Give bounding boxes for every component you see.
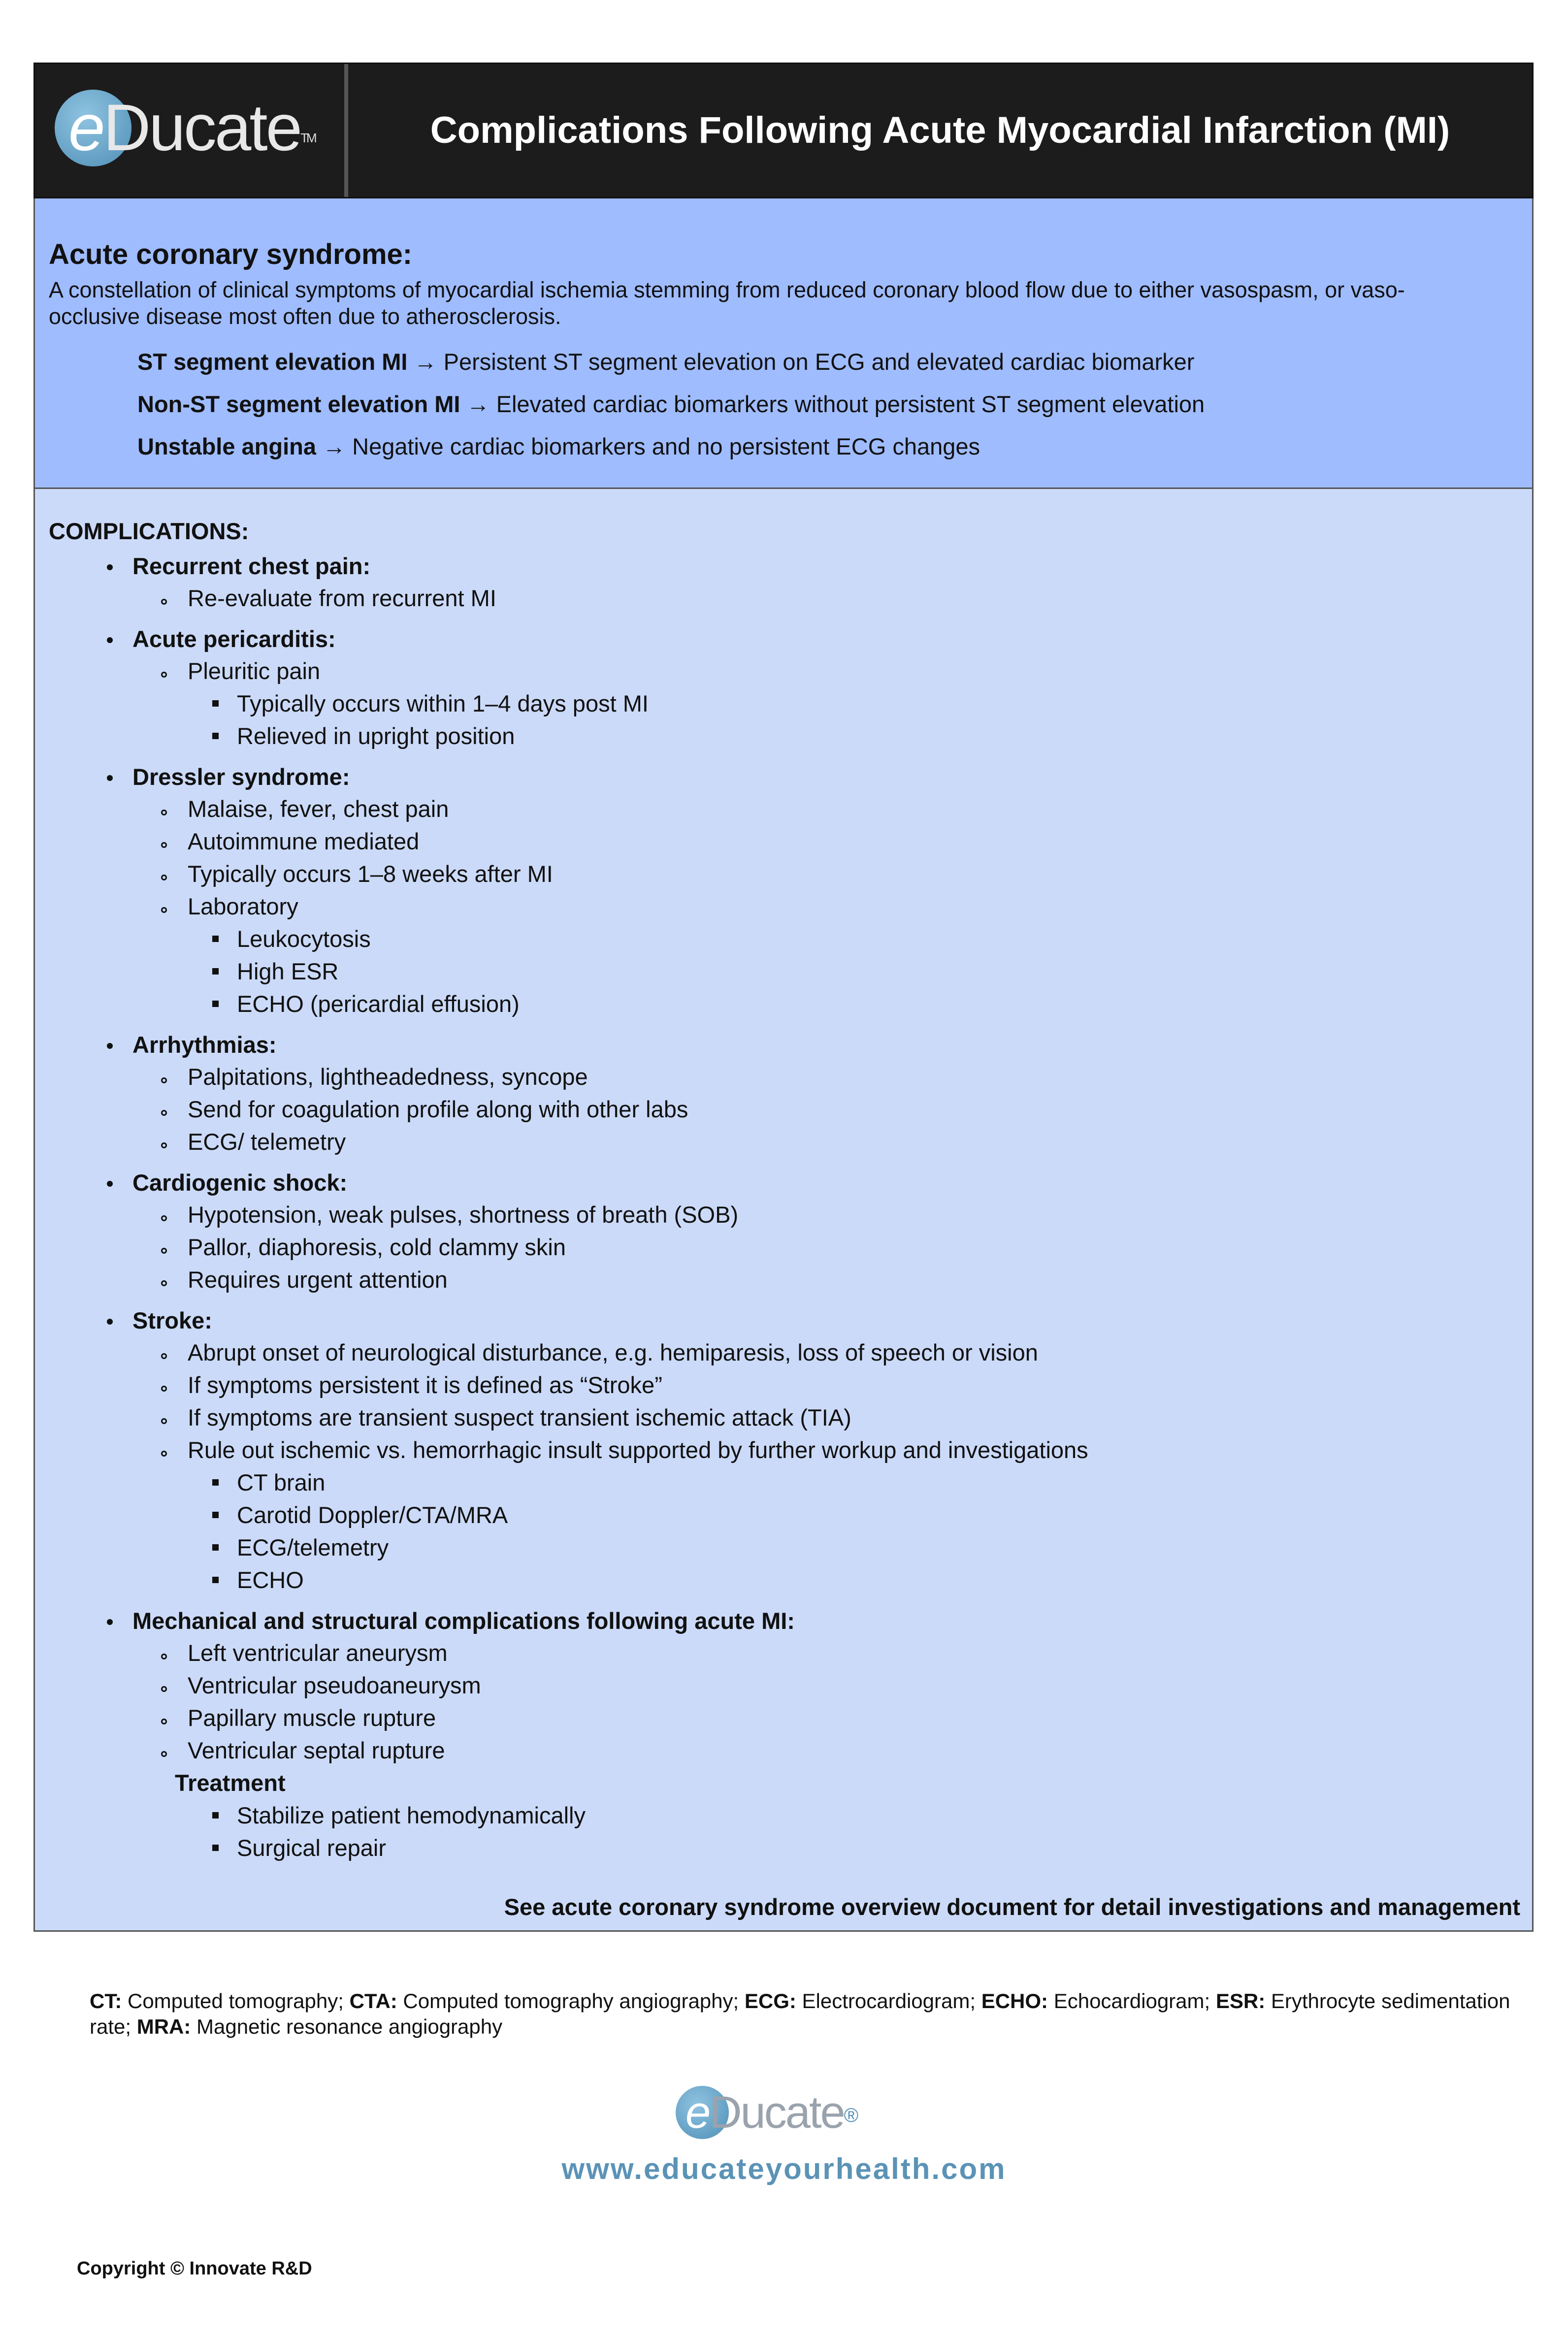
- list-item: CT brain: [49, 1466, 1518, 1499]
- list-item: Relieved in upright position: [49, 720, 1518, 752]
- see-also-note: See acute coronary syndrome overview document for detail investigations and management: [504, 1894, 1520, 1920]
- list-item: Send for coagulation profile along with other labs: [49, 1093, 1518, 1126]
- group-recurrent-chest-pain: [49, 551, 1518, 615]
- logo-wordmark: eDucate™: [68, 91, 315, 164]
- arrow-icon: →: [323, 433, 346, 459]
- arrow-icon: →: [466, 391, 490, 417]
- document-frame: [33, 63, 1534, 1932]
- list-item: Carotid Doppler/CTA/MRA: [49, 1499, 1518, 1531]
- list-item: Pleuritic pain: [49, 655, 1518, 687]
- list-item: Ventricular septal rupture: [49, 1734, 1518, 1767]
- acs-heading: Acute coronary syndrome:: [49, 238, 413, 270]
- list-item: If symptoms are transient suspect transient ischemic attack (TIA): [49, 1401, 1518, 1434]
- list-item: Rule out ischemic vs. hemorrhagic insult supported by further workup and investigations: [49, 1434, 1518, 1466]
- footer-wordmark: eDucate®: [686, 2087, 857, 2138]
- list-item: Typically occurs within 1–4 days post MI: [49, 687, 1518, 720]
- page-title: Complications Following Acute Myocardial Infarction (MI): [430, 109, 1450, 151]
- acs-definition: A constellation of clinical symptoms of myocardial ischemia stemming from reduced coronary blood flow due to either vasospasm, or vaso-occlusive disease most often due to atherosclerosis.: [49, 277, 1405, 329]
- group-arrhythmias: [49, 1029, 1518, 1158]
- list-item: Requires urgent attention: [49, 1264, 1518, 1296]
- acs-row-nstemi: Non-ST segment elevation MI → Elevated cardiac biomarkers without persistent ST segment elevation: [137, 391, 1205, 417]
- list-item: ECHO (pericardial effusion): [49, 988, 1518, 1020]
- website-link[interactable]: www.educateyourhealth.com: [561, 2152, 1007, 2185]
- list-item: High ESR: [49, 955, 1518, 988]
- acs-row-unstable-angina: Unstable angina → Negative cardiac biomarkers and no persistent ECG changes: [137, 433, 980, 459]
- acs-section: [33, 198, 1534, 489]
- group-acute-pericarditis: [49, 623, 1518, 752]
- list-item: If symptoms persistent it is defined as “Stroke”: [49, 1369, 1518, 1401]
- list-item: Recurrent chest pain:: [49, 551, 1518, 582]
- list-item: Surgical repair: [49, 1832, 1518, 1864]
- list-item: Mechanical and structural complications following acute MI:: [49, 1605, 1518, 1637]
- footer-logo: [676, 2083, 892, 2142]
- copyright: Copyright © Innovate R&D: [77, 2258, 312, 2279]
- list-item: Typically occurs 1–8 weeks after MI: [49, 858, 1518, 890]
- list-item: Arrhythmias:: [49, 1029, 1518, 1061]
- list-item: Left ventricular aneurysm: [49, 1637, 1518, 1669]
- list-item: Palpitations, lightheadedness, syncope: [49, 1061, 1518, 1093]
- list-item: Papillary muscle rupture: [49, 1702, 1518, 1734]
- acs-row-stemi: ST segment elevation MI → Persistent ST segment elevation on ECG and elevated cardiac biomarker: [137, 349, 1195, 375]
- educate-logo: [35, 64, 345, 197]
- complications-section: [33, 489, 1534, 1932]
- list-item: Malaise, fever, chest pain: [49, 793, 1518, 825]
- list-item: Dressler syndrome:: [49, 761, 1518, 793]
- list-item: Hypotension, weak pulses, shortness of breath (SOB): [49, 1199, 1518, 1231]
- list-item: Laboratory: [49, 890, 1518, 923]
- arrow-icon: →: [414, 349, 437, 375]
- group-cardiogenic-shock: [49, 1167, 1518, 1296]
- group-dressler-syndrome: [49, 761, 1518, 1020]
- header-divider: [344, 64, 348, 197]
- list-item: Autoimmune mediated: [49, 825, 1518, 858]
- list-item: Abrupt onset of neurological disturbance, e.g. hemiparesis, loss of speech or vision: [49, 1336, 1518, 1369]
- list-item: Leukocytosis: [49, 923, 1518, 955]
- header-bar: [33, 63, 1534, 198]
- list-item: Pallor, diaphoresis, cold clammy skin: [49, 1231, 1518, 1264]
- group-stroke: [49, 1305, 1518, 1596]
- list-item: Cardiogenic shock:: [49, 1167, 1518, 1199]
- list-item: ECG/ telemetry: [49, 1126, 1518, 1158]
- group-mechanical-complications: [49, 1605, 1518, 1864]
- list-item: Ventricular pseudoaneurysm: [49, 1669, 1518, 1702]
- abbreviations: CT: Computed tomography; CTA: Computed tomography angiography; ECG: Electrocardiogram; ECHO: Echocardiogram; ESR: Erythrocyte sedimentation rate; MRA: Magnetic resonance angiography: [90, 1989, 1510, 2038]
- complications-title: COMPLICATIONS:: [49, 518, 249, 544]
- list-item: ECG/telemetry: [49, 1531, 1518, 1564]
- list-item: ECHO: [49, 1564, 1518, 1596]
- list-item: Stroke:: [49, 1305, 1518, 1336]
- list-item: Acute pericarditis:: [49, 623, 1518, 655]
- list-item: Re-evaluate from recurrent MI: [49, 582, 1518, 615]
- list-item: Stabilize patient hemodynamically: [49, 1799, 1518, 1832]
- treatment-heading: Treatment: [175, 1770, 286, 1796]
